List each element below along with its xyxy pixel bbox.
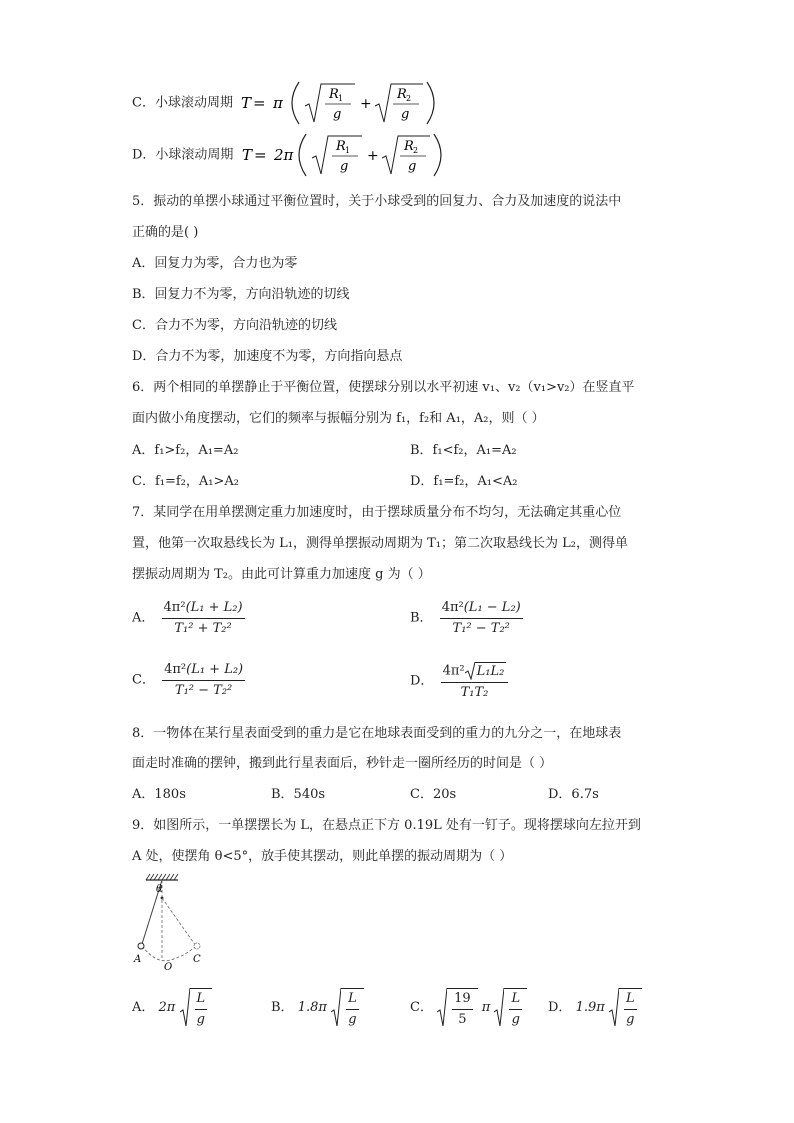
q5-stem-line1: 5．振动的单摆小球通过平衡位置时，关于小球受到的回复力、合力及加速度的说法中: [132, 194, 622, 209]
q5-option-d[interactable]: D．合力不为零，加速度不为零，方向指向悬点: [132, 349, 403, 364]
q9-d-L: L: [624, 991, 637, 1010]
q9-fig-O: O: [164, 962, 173, 972]
q4-d-R2-sub: 2: [412, 146, 418, 155]
q7-a-label: A．: [132, 610, 155, 626]
q5-option-c[interactable]: C．合力不为零，方向沿轨迹的切线: [132, 318, 337, 333]
q6-option-c[interactable]: C．f₁=f₂，A₁>A₂: [132, 474, 239, 489]
q9-a-sqrt: [180, 988, 213, 1028]
q9-a-label: A．: [132, 1000, 155, 1015]
q9-c-pi: π: [481, 1000, 491, 1015]
q7-a-num: (L₁ + L₂): [185, 600, 243, 615]
q4-d-eq: =: [253, 146, 267, 164]
q7-c-4pi2: 4π²: [164, 662, 187, 677]
q7-b-label: B．: [410, 610, 433, 626]
q9-c-L: L: [509, 991, 522, 1010]
q9-c-sqrt2: [494, 988, 527, 1028]
q7-stem-line3: 摆振动周期为 T₂。由此可计算重力加速度 g 为（ ）: [132, 567, 431, 582]
q9-d-coef: 1.9π: [575, 1000, 605, 1015]
q4-c-plus: +: [360, 96, 372, 112]
q6-option-a[interactable]: A．f₁>f₂，A₁=A₂: [132, 443, 239, 458]
q9-stem-line2: A 处，使摆角 θ<5°，放手使其摆动，则此单摆的振动周期为（ ）: [132, 849, 513, 864]
q4-d-R1: R: [335, 139, 346, 154]
q4-c-R1-sub: 1: [338, 94, 344, 103]
q7-d-rad: L₁L₂: [476, 664, 505, 679]
q9-b-sqrt: [331, 988, 364, 1028]
q4-d-g2: g: [407, 159, 416, 174]
q9-d-label: D．: [548, 1000, 572, 1015]
q7-stem-line1: 7．某同学在用单摆测定重力加速度时，由于摆球质量分布不均匀，无法确定其重心位: [132, 505, 622, 520]
q7-b-num: (L₁ − L₂): [463, 600, 521, 615]
q9-c-num: 19: [452, 991, 473, 1010]
q8-option-c[interactable]: C．20s: [410, 787, 457, 802]
q9-c-sqrt1: [437, 988, 478, 1028]
q7-option-a[interactable]: [132, 600, 248, 637]
q7-b-4pi2: 4π²: [441, 600, 464, 615]
q4-c-R2: R: [397, 87, 407, 102]
q6-stem-line1: 6．两个相同的单摆静止于平衡位置，使摆球分别以水平初速 v₁、v₂（v₁>v₂）在竖直平: [132, 380, 635, 395]
q4-d-g1: g: [339, 159, 348, 174]
q4-c-R2-sub: 2: [406, 94, 412, 103]
q7-b-den: T₁² − T₂²: [452, 621, 510, 636]
q4-c-eq: =: [253, 94, 266, 112]
q4-c-pi: π: [273, 94, 283, 112]
q4-c-g1: g: [333, 107, 342, 122]
q4-d-plus: +: [366, 148, 379, 164]
q9-a-coef: 2π: [158, 1000, 176, 1015]
q8-option-b[interactable]: B．540s: [271, 787, 326, 802]
q6-stem-line2: 面内做小角度摆动，它们的频率与振幅分别为 f₁，f₂和 A₁，A₂，则（ ）: [132, 411, 545, 426]
q8-stem-line2: 面走时准确的摆钟，搬到此行星表面后，秒针走一圈所经历的时间是（ ）: [132, 756, 553, 771]
q9-c-den: 5: [458, 1011, 467, 1027]
q5-option-a[interactable]: A．回复力为零，合力也为零: [132, 256, 298, 271]
q4-d-T: T: [241, 146, 252, 164]
q5-option-b[interactable]: B．回复力不为零，方向沿轨迹的切线: [132, 287, 350, 302]
q7-c-den: T₁² − T₂²: [174, 683, 233, 698]
q4-d-R2: R: [403, 139, 414, 154]
q9-fig-C: C: [193, 954, 201, 965]
q7-option-d[interactable]: [410, 662, 511, 701]
q8-stem-line1: 8．一物体在某行星表面受到的重力是它在地球表面受到的重力的九分之一，在地球表: [132, 726, 622, 741]
q7-d-label: D．: [410, 673, 434, 689]
q4-c-T: T: [241, 94, 252, 112]
q9-b-coef: 1.8π: [297, 1000, 327, 1015]
q9-c-label: C．: [410, 1000, 433, 1015]
q9-stem-line1: 9．如图所示，一单摆摆长为 L，在悬点正下方 0.19L 处有一钉子。现将摆球向左拉开到: [132, 818, 641, 833]
q7-stem-line2: 置，他第一次取悬线长为 L₁，测得单摆振动周期为 T₁；第二次取悬线长为 L₂，测得单: [132, 536, 628, 551]
q7-b-fraction: [440, 600, 523, 637]
q4-c-g2: g: [401, 107, 410, 122]
q9-d-g: g: [626, 1011, 635, 1027]
q9-fig-A: A: [134, 954, 142, 965]
q7-a-den: T₁² + T₂²: [174, 621, 232, 636]
q9-a-L: L: [195, 991, 208, 1010]
q9-option-b[interactable]: [271, 988, 364, 1028]
q6-option-b[interactable]: B．f₁<f₂，A₁=A₂: [410, 443, 517, 458]
q7-a-fraction: [162, 600, 245, 637]
q7-c-label: C．: [132, 672, 155, 688]
q9-option-a[interactable]: [132, 988, 212, 1028]
q9-option-d[interactable]: [548, 988, 642, 1028]
q7-d-fraction: [441, 662, 509, 701]
q4-d-R1-sub: 1: [344, 146, 350, 155]
q4-c-R1: R: [329, 87, 339, 102]
q4-d-2pi: 2π: [273, 146, 293, 164]
q7-option-c[interactable]: [132, 662, 248, 699]
q9-b-g: g: [348, 1011, 357, 1027]
q6-option-d[interactable]: D．f₁=f₂，A₁<A₂: [410, 474, 518, 489]
q8-option-a[interactable]: A．180s: [132, 787, 186, 802]
q4-c-label: C．小球滚动周期: [132, 95, 233, 111]
q9-a-g: g: [196, 1011, 205, 1027]
q7-a-4pi2: 4π²: [163, 600, 186, 615]
q4-c-formula: [237, 78, 487, 128]
q9-c-g: g: [511, 1011, 520, 1027]
q9-b-L: L: [346, 991, 359, 1010]
q7-option-b[interactable]: [410, 600, 526, 637]
q9-b-label: B．: [271, 1000, 294, 1015]
q9-pendulum-figure: [126, 872, 216, 972]
q7-c-num: (L₁ + L₂): [186, 662, 244, 677]
q4-option-c[interactable]: [132, 78, 487, 128]
q8-option-d[interactable]: D．6.7s: [548, 787, 599, 802]
q4-d-label: D．小球滚动周期: [132, 147, 234, 163]
q9-fig-theta: θ: [156, 884, 163, 895]
q4-d-formula: [238, 130, 488, 180]
q7-d-4pi2: 4π²: [442, 663, 465, 679]
q7-c-fraction: [162, 662, 245, 699]
q7-d-den: T₁T₂: [460, 685, 489, 700]
q9-option-c[interactable]: [410, 988, 527, 1028]
q9-d-sqrt: [609, 988, 642, 1028]
q7-d-sqrt: [465, 662, 507, 680]
q4-option-d[interactable]: [132, 130, 488, 180]
q5-stem-line2: 正确的是( ): [132, 225, 199, 240]
